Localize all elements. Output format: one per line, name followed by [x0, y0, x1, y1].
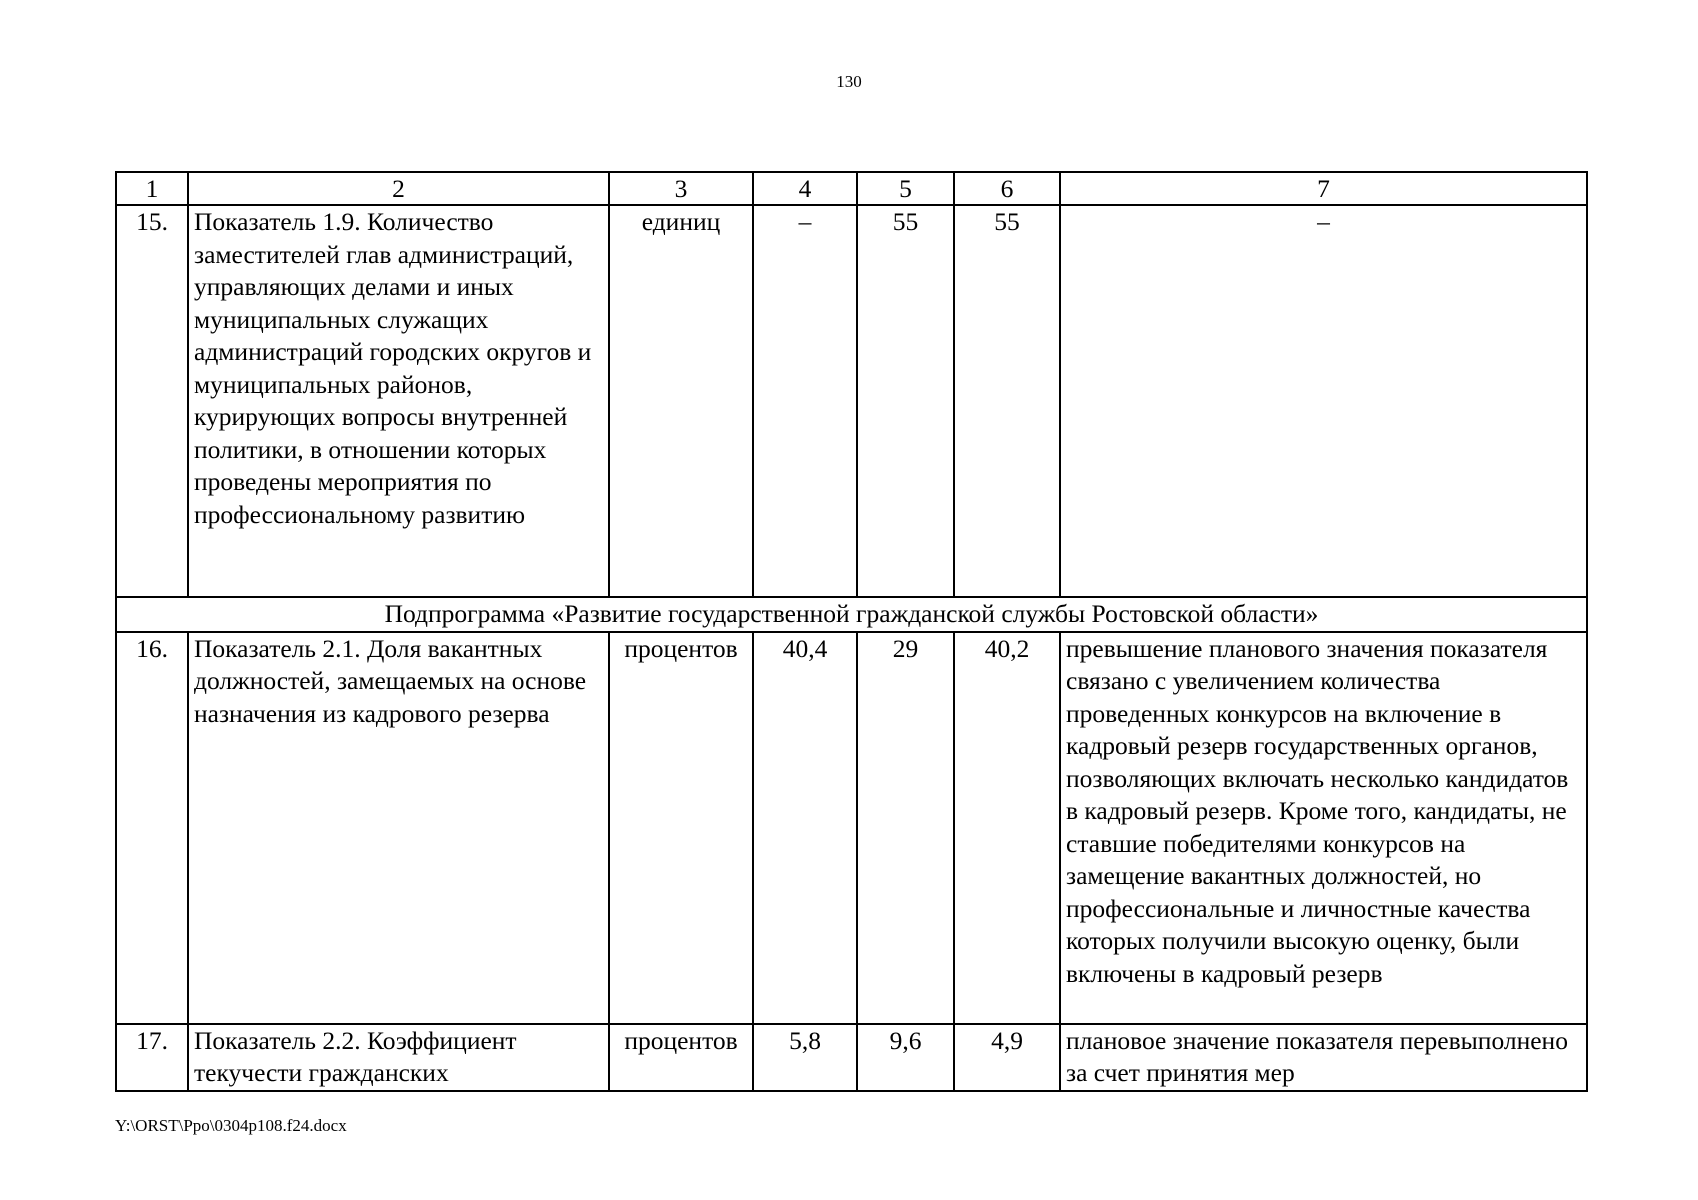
unit-cell: единиц [609, 205, 753, 597]
value-col-4: – [753, 205, 857, 597]
table-row [116, 1024, 1587, 1091]
unit-cell: процентов [609, 632, 753, 1024]
table-row [116, 205, 1587, 597]
value-col-5: 29 [857, 632, 954, 1024]
header-cell-3: 3 [609, 172, 753, 205]
header-cell-7: 7 [1060, 172, 1587, 205]
value-col-5: 9,6 [857, 1024, 954, 1091]
subprogram-title: Подпрограмма «Развитие государственной гражданской службы Ростовской области» [116, 597, 1587, 632]
explanation-cell: – [1060, 205, 1587, 597]
unit-cell: процентов [609, 1024, 753, 1091]
header-cell-2: 2 [188, 172, 609, 205]
indicator-name: Показатель 2.1. Доля вакантных должностей, замещаемых на основе назначения из кадрового резерва [188, 632, 609, 1024]
file-path-footer: Y:\ORST\Ppo\0304p108.f24.docx [115, 1116, 347, 1135]
header-cell-6: 6 [954, 172, 1060, 205]
value-col-4: 5,8 [753, 1024, 857, 1091]
header-cell-5: 5 [857, 172, 954, 205]
table-header-row [116, 172, 1587, 205]
page-number: 130 [836, 72, 862, 91]
value-col-4: 40,4 [753, 632, 857, 1024]
row-number: 16. [116, 632, 188, 1024]
row-number: 17. [116, 1024, 188, 1091]
header-cell-1: 1 [116, 172, 188, 205]
row-number: 15. [116, 205, 188, 597]
indicator-name: Показатель 2.2. Коэффициент текучести гражданских [188, 1024, 609, 1091]
table-row [116, 632, 1587, 1024]
indicators-table [115, 171, 1588, 1092]
header-cell-4: 4 [753, 172, 857, 205]
explanation-cell: превышение планового значения показателя связано с увеличением количества проведенных конкурсов на включение в кадровый резерв государственных органов, позволяющих включать несколько кандидатов в кадровый резерв. Кроме того, кандидаты, не ставшие победителями конкурсов на замещение вакантных должностей, но профессиональные и личностные качества которых получили высокую оценку, были включены в кадровый резерв [1060, 632, 1587, 1024]
indicator-name: Показатель 1.9. Количество заместителей глав администраций, управляющих делами и иных муниципальных служащих администраций городских округов и муниципальных районов, курирующих вопросы внутренней политики, в отношении которых проведены мероприятия по профессиональному развитию [188, 205, 609, 597]
subprogram-row [116, 597, 1587, 632]
value-col-6: 4,9 [954, 1024, 1060, 1091]
value-col-5: 55 [857, 205, 954, 597]
value-col-6: 40,2 [954, 632, 1060, 1024]
explanation-cell: плановое значение показателя перевыполнено за счет принятия мер [1060, 1024, 1587, 1091]
value-col-6: 55 [954, 205, 1060, 597]
